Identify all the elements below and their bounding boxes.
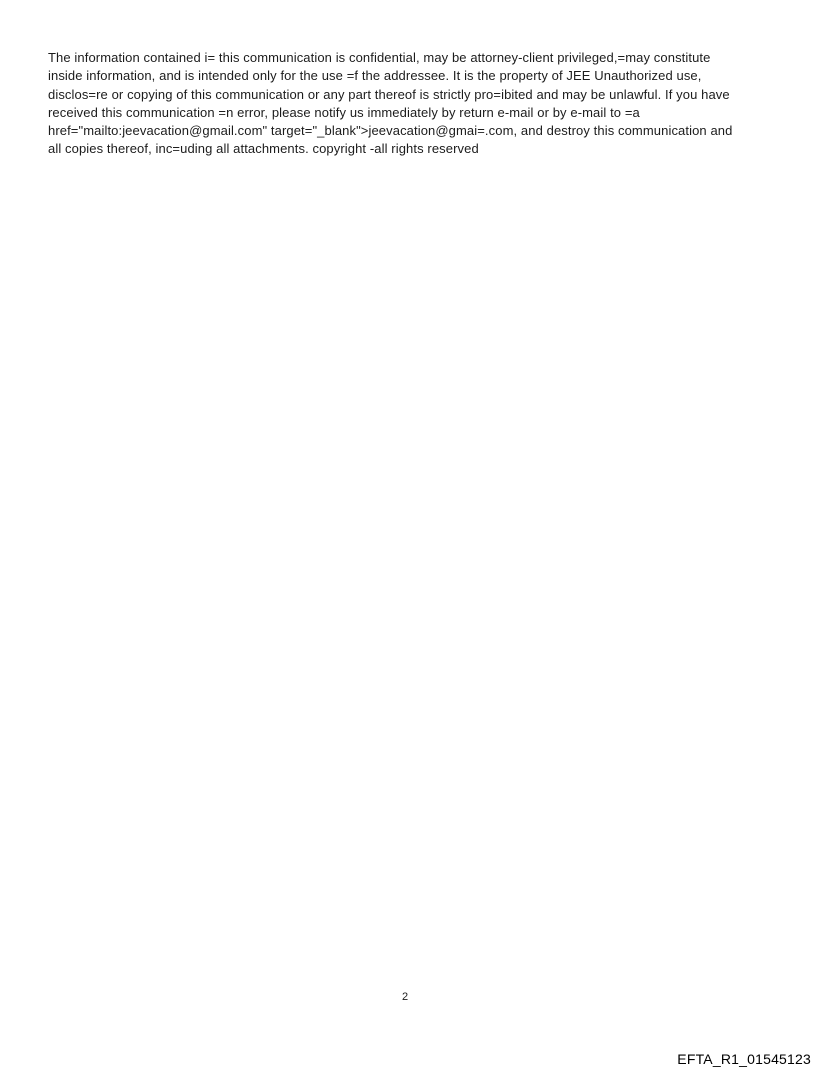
disclaimer-line: disclos=re or copying of this communication or any part thereof is strictly pro=ibited and may be unlawful. If you have — [48, 86, 730, 102]
disclaimer-line: The information contained i= this communication is confidential, may be attorney-client privileged,=may constitute — [48, 50, 711, 65]
disclaimer-line: inside information, and is intended only for the use =f the addressee. It is the property of JEE Unauthorized use, — [48, 68, 702, 84]
disclaimer-line: received this communication =n error, please notify us immediately by return e-mail or by e-mail to =a — [48, 104, 640, 120]
bates-number: EFTA_R1_01545123 — [677, 1051, 811, 1067]
disclaimer-line: all copies thereof, inc=uding all attachments. copyright -all rights reserved — [48, 141, 479, 157]
page-number: 2 — [401, 991, 409, 1003]
disclaimer-line: href="mailto:jeevacation@gmail.com" target="_blank">jeevacation@gmai=.com, and destroy this communication and — [48, 123, 733, 139]
disclaimer-paragraph — [48, 49, 770, 159]
